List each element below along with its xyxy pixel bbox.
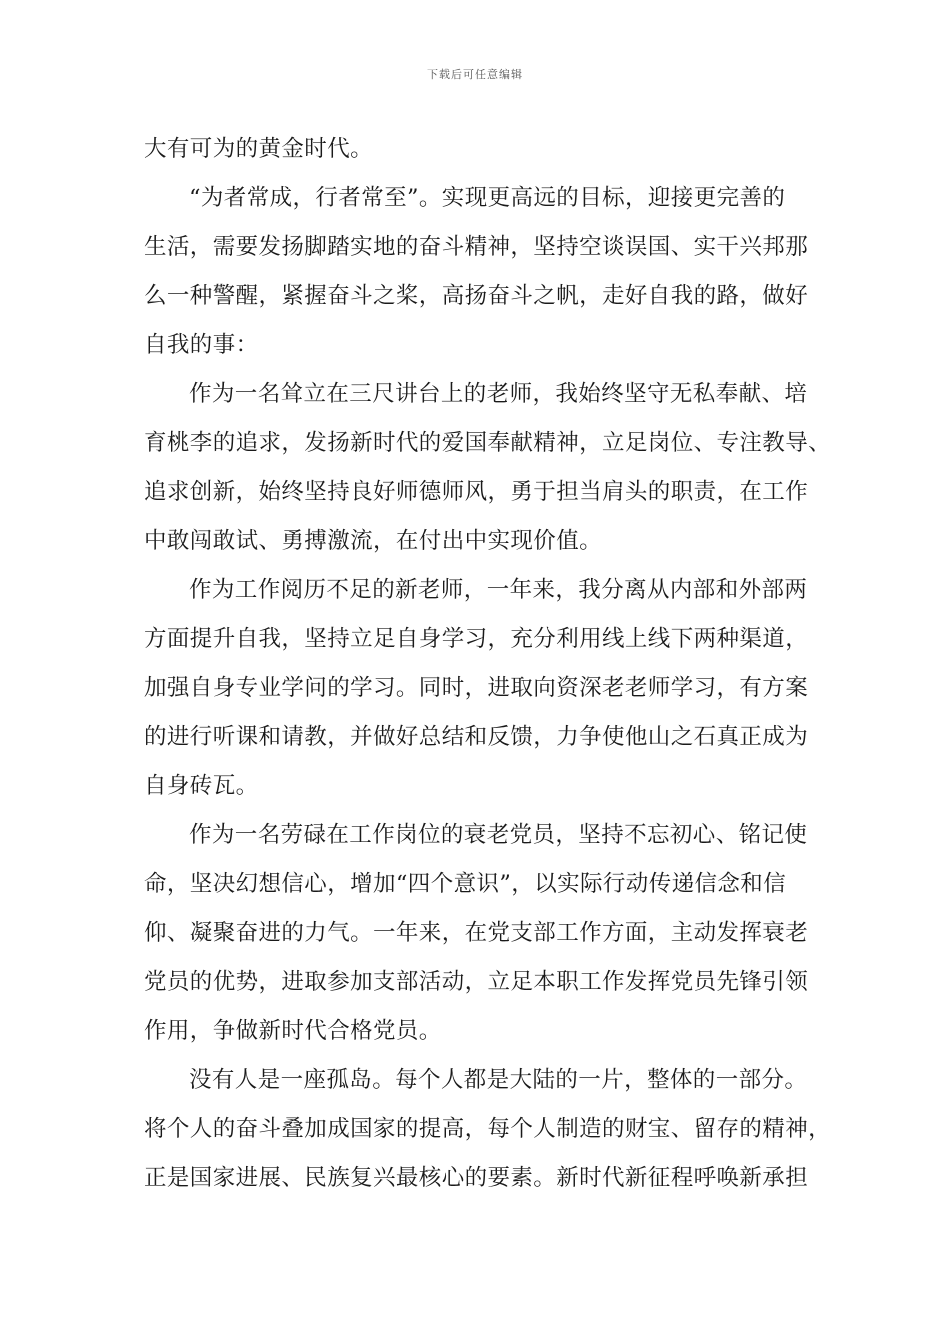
text-line: 自我的事： — [144, 332, 259, 358]
page-header-note: 下载后可任意编辑 — [427, 68, 523, 81]
text-line: 作为一名劳碌在工作岗位的衰老党员，坚持不忘初心、铭记使 — [189, 822, 808, 848]
text-line: 党员的优势，进取参加支部活动，立足本职工作发挥党员先锋引领 — [144, 969, 809, 995]
text-line: “为者常成，行者常至”。实现更高远的目标，迎接更完善的 — [189, 185, 786, 211]
text-line: 生活，需要发扬脚踏实地的奋斗精神，坚持空谈误国、实干兴邦那 — [144, 234, 809, 260]
text-line: 正是国家进展、民族复兴最核心的要素。新时代新征程呼唤新承担 — [144, 1165, 809, 1191]
text-line: 作为一名耸立在三尺讲台上的老师，我始终坚守无私奉献、培 — [189, 381, 808, 407]
text-line: 方面提升自我，坚持立足自身学习，充分利用线上线下两种渠道， — [144, 626, 809, 652]
text-line: 育桃李的追求，发扬新时代的爱国奉献精神，立足岗位、专注教导、 — [144, 430, 832, 456]
text-line: 将个人的奋斗叠加成国家的提高，每个人制造的财宝、留存的精神， — [144, 1116, 832, 1142]
text-line: 加强自身专业学问的学习。同时，进取向资深老老师学习，有方案 — [144, 675, 809, 701]
document-body — [144, 125, 832, 1203]
text-line: 作为工作阅历不足的新老师，一年来，我分离从内部和外部两 — [189, 577, 808, 603]
text-line: 么一种警醒，紧握奋斗之桨，高扬奋斗之帆，走好自我的路，做好 — [144, 283, 809, 309]
text-line: 仰、凝聚奋进的力气。一年来，在党支部工作方面，主动发挥衰老 — [144, 920, 809, 946]
text-line: 中敢闯敢试、勇搏激流，在付出中实现价值。 — [144, 528, 603, 554]
text-line: 大有可为的黄金时代。 — [144, 136, 374, 162]
text-line: 命，坚决幻想信心，增加“四个意识”，以实际行动传递信念和信 — [144, 871, 787, 897]
text-line: 的进行听课和请教，并做好总结和反馈，力争使他山之石真正成为 — [144, 724, 809, 750]
text-line: 没有人是一座孤岛。每个人都是大陆的一片，整体的一部分。 — [189, 1067, 808, 1093]
text-line: 追求创新，始终坚持良好师德师风，勇于担当肩头的职责，在工作 — [144, 479, 809, 505]
text-line: 自身砖瓦。 — [144, 773, 259, 799]
text-line: 作用，争做新时代合格党员。 — [144, 1018, 442, 1044]
